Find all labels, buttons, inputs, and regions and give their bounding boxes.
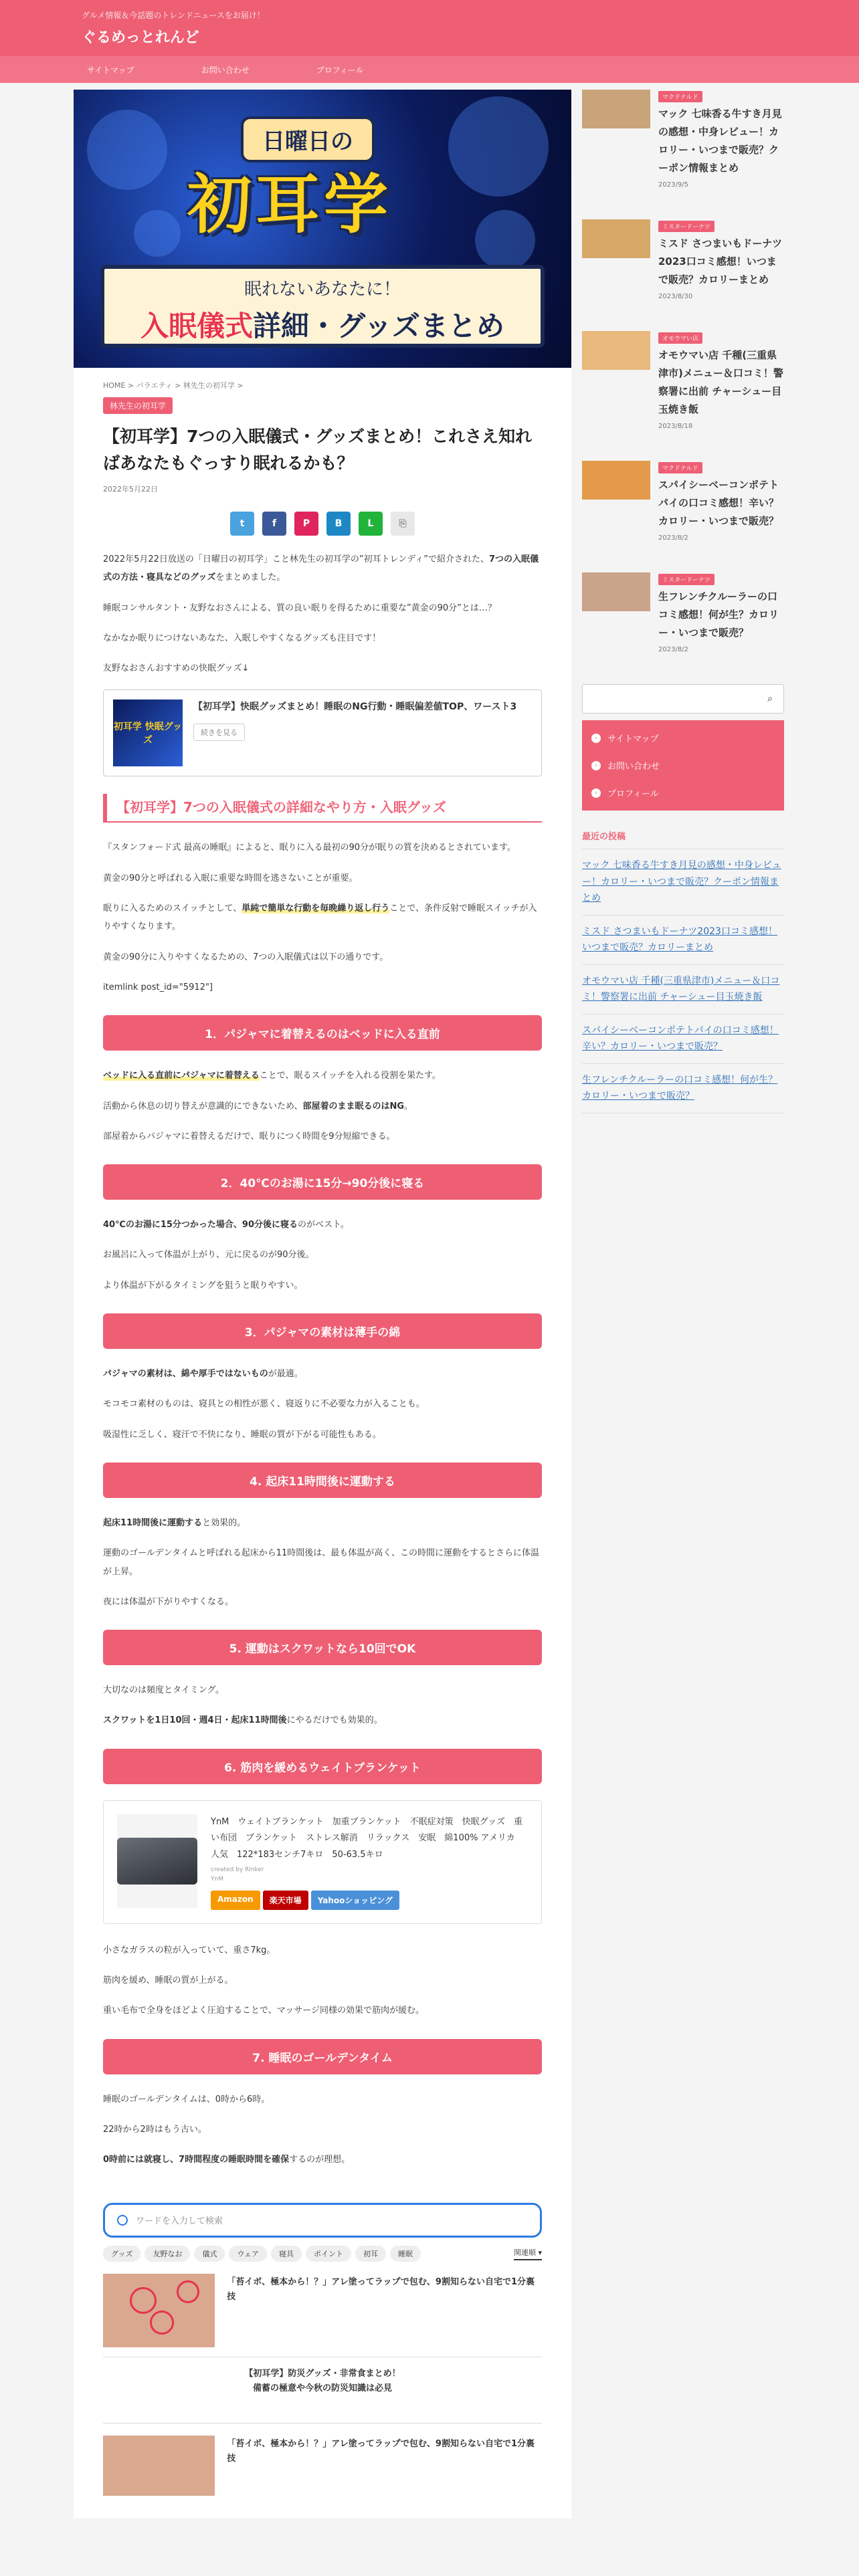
related-article-card[interactable] [103, 689, 542, 776]
sidebar-post-thumbnail[interactable] [582, 461, 650, 500]
paragraph: 夜には体温が下がりやすくなる。 [103, 1596, 234, 1607]
paragraph: ベッドに入る直前にパジャマに着替えることで、眠るスイッチを入れる役割を果たす。 [103, 1071, 441, 1081]
main-column [74, 90, 571, 2518]
sidebar-item-profile[interactable]: › プロフィール [582, 779, 784, 807]
card-title[interactable]: 【初耳学】快眠グッズまとめ！睡眠のNG行動・睡眠偏差値TOP、ワースト3 [193, 702, 517, 713]
sidebar-post-date: 2023/8/2 [658, 534, 688, 542]
global-nav [0, 56, 859, 83]
search-tag[interactable]: 睡眠 [390, 2246, 421, 2262]
paragraph: 起床11時間後に運動すると効果的。 [103, 1517, 246, 1528]
paragraph: より体温が下がるタイミングを狙うと眠りやすい。 [103, 1280, 303, 1291]
article-body [74, 368, 571, 2518]
sidebar-post[interactable] [582, 219, 784, 300]
paragraph: 運動のゴールデンタイムと呼ばれる起床から11時間後は、最も体温が高く、この時間に運動をするとさらに体温が上昇。 [103, 1548, 539, 1577]
result-title[interactable]: 「苔イボ、極本から！？」アレ塗ってラップで包む、9割知らない自宅で1分裏技 [227, 2438, 535, 2464]
sidebar-post-title[interactable]: 生フレンチクルーラーの口コミ感想！何が生？カロリー・いつまで販売？ [658, 591, 779, 639]
hero-badge: 日曜日の [241, 116, 375, 163]
paragraph: 活動から休息の切り替えが意識的にできないため、部屋着のまま眠るのはNG。 [103, 1101, 413, 1111]
twitter-share-icon[interactable]: t [230, 512, 254, 536]
copy-link-icon[interactable]: ⎘ [391, 512, 415, 536]
chevron-right-icon: › [591, 788, 601, 798]
search-icon[interactable]: ⌕ [767, 693, 773, 704]
hero-sub: 眠れないあなたに！ [244, 280, 401, 300]
post-date: 2022年5月22日 [103, 485, 158, 494]
related-search-input[interactable] [103, 2203, 542, 2238]
intro-paragraph: 睡眠コンサルタント・友野なおさんによる、質の良い眠りを得るために重要な”黄金の90分”とは…？ [103, 603, 496, 613]
recent-post-link[interactable]: マック 七味香る牛すき月見の感想・中身レビュー！カロリー・いつまで販売？クーポン情報まとめ [582, 849, 784, 916]
sidebar [582, 90, 784, 1113]
recent-post-link[interactable]: スパイシーベーコンポテトパイの口コミ感想！辛い？カロリー・いつまで販売？ [582, 1014, 784, 1064]
step-heading-5: 5. 運動はスクワットなら10回でOK [103, 1630, 542, 1665]
hero-main: 入眠儀式詳細・グッズまとめ [140, 310, 504, 342]
sidebar-post-title[interactable]: オモウマい店 千種(三重県津市)メニュー＆口コミ！警察署に出前 チャーシュー目玉焼き飯 [658, 349, 783, 415]
sidebar-post-category[interactable]: ミスタードーナツ [658, 221, 714, 232]
sidebar-post-date: 2023/8/2 [658, 646, 688, 653]
sort-dropdown[interactable]: 関連順 ▾ [514, 2247, 542, 2260]
share-buttons [103, 512, 542, 536]
site-header [0, 0, 859, 56]
nav-sitemap[interactable]: サイトマップ [87, 65, 134, 75]
sidebar-post-thumbnail[interactable] [582, 331, 650, 370]
pocket-share-icon[interactable]: P [294, 512, 318, 536]
paragraph: 眠りに入るためのスイッチとして、単純で簡単な行動を毎晩繰り返し行うことで、条件反射で睡眠スイッチが入りやすくなります。 [103, 903, 537, 932]
paragraph: スクワットを1日10回・週4日・起床11時間後にやるだけでも効果的。 [103, 1715, 383, 1726]
category-badge[interactable]: 林先生の初耳学 [103, 397, 173, 414]
search-result[interactable] [103, 2274, 542, 2357]
paragraph: 40℃のお湯に15分つかった場合、90分後に寝るのがベスト。 [103, 1220, 349, 1230]
search-result[interactable] [103, 2436, 542, 2505]
site-title[interactable]: ぐるめっとれんど [82, 29, 199, 46]
sidebar-post-thumbnail[interactable] [582, 90, 650, 128]
search-placeholder: ワードを入力して検索 [136, 2216, 223, 2227]
sidebar-post-date: 2023/8/18 [658, 423, 693, 430]
search-tag[interactable]: 寝具 [271, 2246, 302, 2262]
intro-paragraph: 2022年5月22日放送の「日曜日の初耳学」こと林先生の初耳学の”初耳トレンディ”で紹介された、7つの入眠儀式の方法・寝具などのグッズをまとめました。 [103, 554, 539, 583]
post-title: 【初耳学】7つの入眠儀式・グッズまとめ！これさえ知ればあなたもぐっすり眠れるかも？ [103, 427, 533, 473]
step-heading-4: 4. 起床11時間後に運動する [103, 1463, 542, 1498]
paragraph: 黄金の90分と呼ばれる入眠に重要な時間を逃さないことが重要。 [103, 873, 358, 883]
site-tagline: グルメ情報＆今話題のトレンドニュースをお届け！ [82, 11, 265, 20]
step-heading-7: 7. 睡眠のゴールデンタイム [103, 2039, 542, 2074]
paragraph: 吸湿性に乏しく、寝汗で不快になり、睡眠の質が下がる可能性もある。 [103, 1429, 381, 1440]
search-tag[interactable]: グッズ [103, 2246, 140, 2262]
step-heading-1: 1．パジャマに着替えるのはベッドに入る直前 [103, 1015, 542, 1051]
nav-profile[interactable]: プロフィール [316, 65, 364, 75]
sidebar-post-category[interactable]: マクドナルド [658, 462, 702, 473]
sidebar-menu [582, 720, 784, 811]
hatena-share-icon[interactable]: B [326, 512, 351, 536]
paragraph: 『スタンフォード式 最高の睡眠』によると、眠りに入る最初の90分が眠りの質を決めるとされています。 [103, 843, 516, 853]
search-tag[interactable]: 初耳 [355, 2246, 386, 2262]
sidebar-posts [582, 90, 784, 653]
sidebar-post-category[interactable]: マクドナルド [658, 91, 702, 102]
chevron-right-icon: › [591, 734, 601, 743]
shop-buttons [211, 1891, 528, 1910]
sidebar-post[interactable] [582, 572, 784, 653]
recent-post-link[interactable]: 生フレンチクルーラーの口コミ感想！何が生？カロリー・いつまで販売？ [582, 1064, 784, 1113]
breadcrumb[interactable]: HOME > バラエティ > 林先生の初耳学 > [103, 381, 244, 390]
line-share-icon[interactable]: L [359, 512, 383, 536]
recent-post-link[interactable]: ミスド さつまいもドーナツ2023口コミ感想！いつまで販売？カロリーまとめ [582, 916, 784, 965]
result-title[interactable]: 「苔イボ、極本から！？」アレ塗ってラップで包む、9割知らない自宅で1分裏技 [227, 2276, 535, 2302]
search-tag[interactable]: 儀式 [194, 2246, 225, 2262]
paragraph: itemlink post_id="5912"] [103, 982, 213, 992]
step-heading-3: 3．パジャマの素材は薄手の綿 [103, 1313, 542, 1349]
step-heading-2: 2．40℃のお湯に15分→90分後に寝る [103, 1164, 542, 1200]
related-search-widget [103, 2203, 542, 2505]
sidebar-post-title[interactable]: ミスド さつまいもドーナツ2023口コミ感想！いつまで販売？カロリーまとめ [658, 237, 783, 286]
sidebar-post[interactable] [582, 331, 784, 430]
search-tag[interactable]: 友野なお [145, 2246, 190, 2262]
result-thumbnail [103, 2274, 215, 2347]
paragraph: 部屋着からパジャマに着替えるだけで、眠りにつく時間を9分短縮できる。 [103, 1131, 395, 1142]
product-box [103, 1800, 542, 1924]
hero-title: 初耳学 [187, 167, 392, 242]
paragraph: 睡眠のゴールデンタイムは、0時から6時。 [103, 2094, 270, 2105]
sidebar-item-sitemap[interactable]: › サイトマップ [582, 724, 784, 752]
sidebar-item-contact[interactable]: › お問い合わせ [582, 752, 784, 779]
paragraph: 大切なのは頻度とタイミング。 [103, 1685, 224, 1696]
sidebar-post-thumbnail[interactable] [582, 219, 650, 258]
paragraph: モコモコ素材のものは、寝具との相性が悪く、寝返りに不必要な力が入ることも。 [103, 1399, 425, 1410]
amazon-button[interactable]: Amazon [211, 1891, 260, 1910]
sidebar-post[interactable] [582, 90, 784, 189]
paragraph: 22時から2時はもう古い。 [103, 2124, 207, 2135]
rakuten-button[interactable]: 楽天市場 [263, 1891, 308, 1910]
product-image[interactable] [117, 1814, 197, 1908]
paragraph: 筋肉を緩め、睡眠の質が上がる。 [103, 1975, 233, 1986]
card-thumbnail: 初耳学 快眠グッズ [113, 700, 183, 766]
hero-caption-box [100, 265, 545, 348]
facebook-share-icon[interactable]: f [262, 512, 286, 536]
intro-paragraph: 友野なおさんおすすめの快眠グッズ↓ [103, 663, 250, 674]
chevron-right-icon: › [591, 761, 601, 770]
product-meta: created by Rinker [211, 1866, 264, 1873]
paragraph: お風呂に入って体温が上がり、元に戻るのが90分後。 [103, 1250, 314, 1261]
sidebar-post-title[interactable]: マック 七味香る牛すき月見の感想・中身レビュー！カロリー・いつまで販売？クーポン情報まとめ [658, 108, 782, 174]
paragraph: パジャマの素材は、綿や厚手ではないものが最適。 [103, 1369, 303, 1380]
intro-paragraph: なかなか眠りにつけないあなた、入眠しやすくなるグッズも注目です！ [103, 633, 381, 643]
step-heading-6: 6. 筋肉を緩めるウェイトブランケット [103, 1749, 542, 1784]
sidebar-post-category[interactable]: ミスタードーナツ [658, 574, 714, 585]
paragraph: 0時前には就寝し、7時間程度の睡眠時間を確保するのが理想。 [103, 2155, 351, 2165]
product-brand: YnM [211, 1875, 223, 1883]
search-tag[interactable]: ポイント [306, 2246, 351, 2262]
paragraph: 重い毛布で全身をほどよく圧迫することで、マッサージ同様の効果で筋肉が緩む。 [103, 2006, 424, 2016]
nav-contact[interactable]: お問い合わせ [201, 65, 250, 75]
sidebar-post[interactable] [582, 461, 784, 542]
search-icon [117, 2215, 128, 2226]
sidebar-post-category[interactable]: オモウマい店 [658, 332, 702, 344]
product-name[interactable]: YnM ウェイトブランケット 加重ブランケット 不眠症対策 快眠グッズ 重い布団 ブランケット ストレス解消 リラックス 安眠 綿100% アメリカ 人気 122*183センチ7キロ 50-63.5キロ [211, 1816, 524, 1860]
yahoo-button[interactable]: Yahooショッピング [311, 1891, 399, 1910]
sidebar-post-thumbnail[interactable] [582, 572, 650, 611]
recent-posts-heading: 最近の投稿 [582, 829, 784, 849]
sidebar-post-date: 2023/9/5 [658, 181, 688, 189]
search-result[interactable]: 【初耳学】防災グッズ・非常食まとめ！ 備蓄の極意や今秋の防災知識は必見 [103, 2357, 542, 2424]
hero-image [74, 90, 571, 368]
result-thumbnail [103, 2436, 215, 2496]
recent-post-link[interactable]: オモウマい店 千種(三重県津市)メニュー＆口コミ！警察署に出前 チャーシュー目玉焼き飯 [582, 965, 784, 1014]
read-more-button[interactable]: 続きを見る [193, 724, 245, 741]
search-tag[interactable]: ウェア [229, 2246, 267, 2262]
paragraph: 黄金の90分に入りやすくなるための、7つの入眠儀式は以下の通りです。 [103, 952, 389, 962]
section-heading: 【初耳学】7つの入眠儀式の詳細なやり方・入眠グッズ [103, 794, 542, 823]
search-tags [103, 2246, 542, 2262]
paragraph: 小さなガラスの粒が入っていて、重さ7kg。 [103, 1945, 276, 1955]
sidebar-post-title[interactable]: スパイシーベーコンポテトパイの口コミ感想！辛い？カロリー・いつまで販売？ [658, 479, 779, 527]
sidebar-search[interactable] [582, 684, 784, 714]
sidebar-post-date: 2023/8/30 [658, 293, 693, 300]
